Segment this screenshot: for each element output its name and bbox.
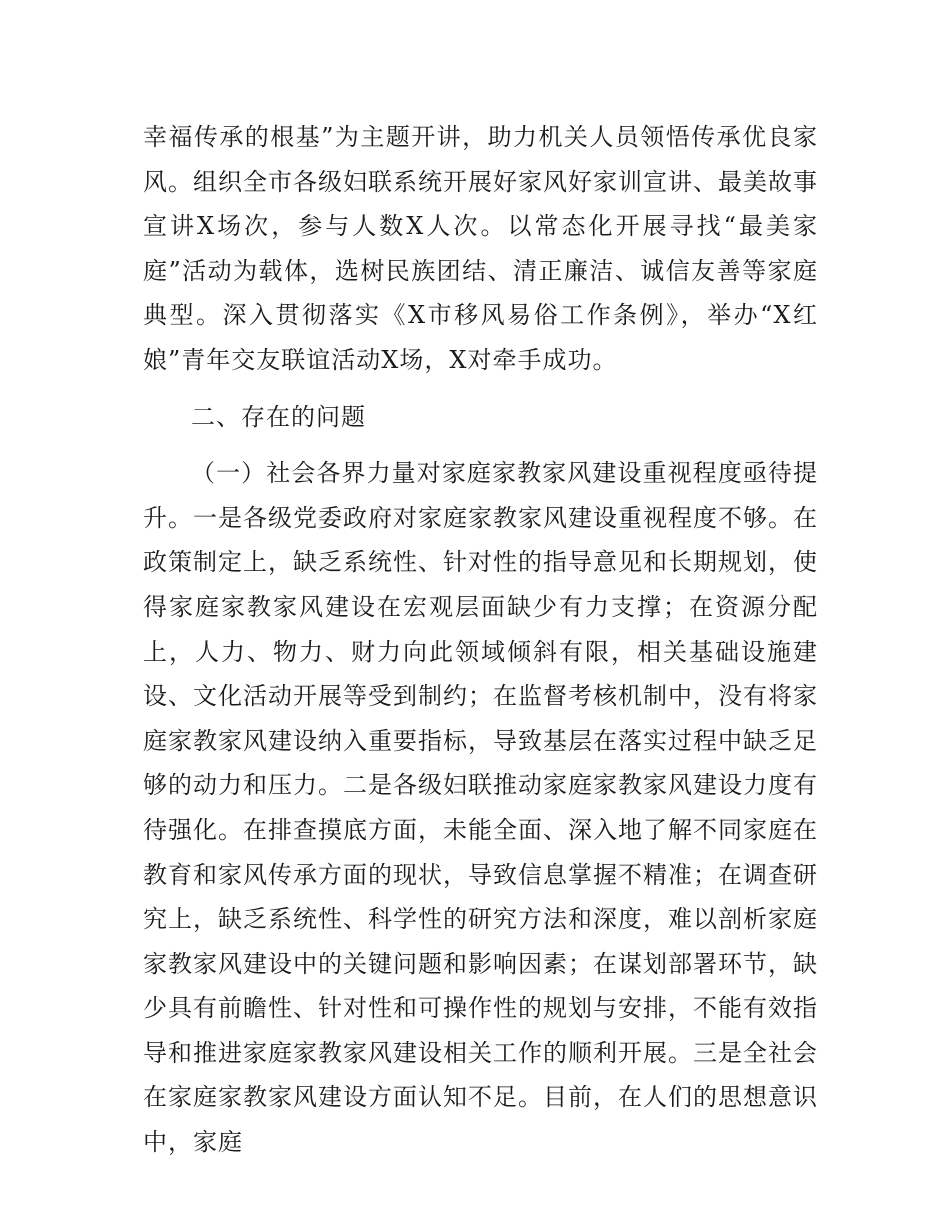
paragraph-continuation: 幸福传承的根基”为主题开讲，助力机关人员领悟传承优良家风。组织全市各级妇联系统开展好家风好家训宣讲、最美故事宣讲X场次，参与人数X人次。以常态化开展寻找“最美家庭”活动为载体，选树民族团结、清正廉洁、诚信友善等家庭典型。深入贯彻落实《X市移风易俗工作条例》，举办“X红娘”青年交友联谊活动X场，X对牵手成功。 [143,123,818,374]
document-body [143,115,818,1165]
paragraph-problem-1: （一）社会各界力量对家庭家教家风建设重视程度亟待提升。一是各级党委政府对家庭家教家风建设重视程度不够。在政策制定上，缺乏系统性、针对性的指导意见和长期规划，使得家庭家教家风建设在宏观层面缺少有力支撑；在资源分配上，人力、物力、财力向此领域倾斜有限，相关基础设施建设、文化活动开展等受到制约；在监督考核机制中，没有将家庭家教家风建设纳入重要指标，导致基层在落实过程中缺乏足够的动力和压力。二是各级妇联推动家庭家教家风建设力度有待强化。在排查摸底方面，未能全面、深入地了解不同家庭在教育和家风传承方面的现状，导致信息掌握不精准；在调查研究上，缺乏系统性、科学性的研究方法和深度，难以剖析家庭家教家风建设中的关键问题和影响因素；在谋划部署环节，缺少具有前瞻性、针对性和可操作性的规划与安排，不能有效指导和推进家庭家教家风建设相关工作的顺利开展。三是全社会在家庭家教家风建设方面认知不足。目前，在人们的思想意识中，家庭 [143,459,818,1157]
section-heading-problems: 二、存在的问题 [191,402,366,431]
